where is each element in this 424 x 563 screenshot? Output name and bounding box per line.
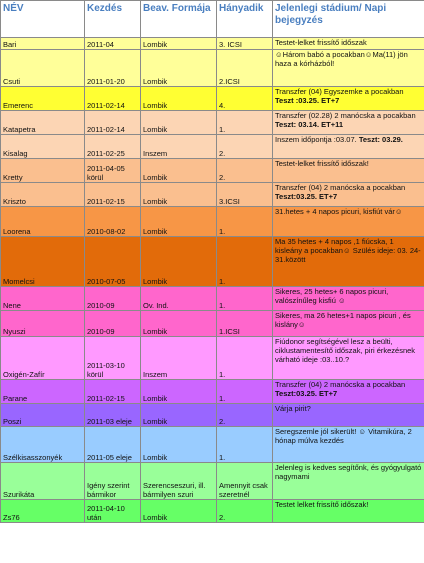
status-text: Seregszemle jól sikerült! ☺ Vitamikúra, 2 hónap múlva kezdés — [275, 427, 412, 445]
hanyadik-text: 1. — [219, 125, 226, 134]
hanyadik-text: 2. — [219, 513, 226, 522]
cell-status — [273, 337, 424, 380]
cell-status — [273, 207, 424, 237]
table-row — [1, 237, 424, 287]
cell-kezdes — [85, 337, 141, 380]
status-text: Sikeres, 25 hetes+ 6 napos picuri, valószínűleg kisfiú ☺ — [275, 287, 389, 305]
kezdes-text: 2011-02-25 — [87, 149, 125, 158]
cell-status — [273, 111, 424, 135]
forma-text: Lombik — [143, 173, 168, 182]
table-row — [1, 50, 424, 87]
nev-text: Parane — [3, 394, 28, 403]
hanyadik-text: 1. — [219, 301, 226, 310]
cell-nev — [1, 135, 85, 159]
cell-kezdes — [85, 183, 141, 207]
hanyadik-text: 1. — [219, 277, 226, 286]
cell-nev — [1, 50, 85, 87]
nev-text: Szurikáta — [3, 490, 35, 499]
table-row — [1, 38, 424, 50]
cell-kezdes — [85, 500, 141, 523]
header-row — [1, 1, 424, 38]
cell-hanyadik — [217, 237, 273, 287]
cell-forma — [141, 87, 217, 111]
forma-text: Lombik — [143, 40, 168, 49]
cell-nev — [1, 87, 85, 111]
cell-hanyadik — [217, 135, 273, 159]
cell-forma — [141, 183, 217, 207]
cell-status — [273, 159, 424, 183]
hanyadik-text: 3.ICSI — [219, 197, 240, 206]
cell-nev — [1, 463, 85, 500]
cell-forma — [141, 404, 217, 427]
table-row — [1, 183, 424, 207]
cell-hanyadik — [217, 38, 273, 50]
cell-kezdes — [85, 159, 141, 183]
cell-kezdes — [85, 111, 141, 135]
table-row — [1, 463, 424, 500]
kezdes-text: 2011-02-15 — [87, 197, 125, 206]
cell-hanyadik — [217, 311, 273, 337]
nev-text: Momelcsi — [3, 277, 35, 286]
cell-nev — [1, 337, 85, 380]
nev-text: Zs76 — [3, 513, 20, 522]
cell-forma — [141, 500, 217, 523]
cell-hanyadik — [217, 463, 273, 500]
table-row — [1, 159, 424, 183]
cell-nev — [1, 287, 85, 311]
kezdes-text: 2010-09 — [87, 301, 115, 310]
hanyadik-text: 2. — [219, 417, 226, 426]
cell-hanyadik — [217, 500, 273, 523]
cell-forma — [141, 287, 217, 311]
kezdes-text: 2011-02-15 — [87, 394, 125, 403]
hanyadik-text: 3. ICSI — [219, 40, 242, 49]
status-text: Transzfer (02.28) 2 manócska a pocakban — [275, 111, 416, 120]
forma-text: Lombik — [143, 453, 168, 462]
hanyadik-text: 1. — [219, 370, 226, 379]
kezdes-text: 2011-03 eleje — [87, 417, 132, 426]
cell-hanyadik — [217, 427, 273, 463]
status-bold-text: Teszt :03.25. ET+7 — [275, 96, 340, 105]
kezdes-text: 2010-07-05 — [87, 277, 126, 286]
hanyadik-text: 4. — [219, 101, 226, 110]
cell-kezdes — [85, 135, 141, 159]
cell-forma — [141, 207, 217, 237]
status-text: Várja pirit? — [275, 404, 311, 413]
status-bold-text: Teszt:03.25. ET+7 — [275, 389, 338, 398]
forma-text: Lombik — [143, 277, 168, 286]
cell-nev — [1, 159, 85, 183]
hanyadik-text: 2. — [219, 173, 226, 182]
table-row — [1, 380, 424, 404]
hanyadik-text: 2. — [219, 149, 226, 158]
cell-forma — [141, 311, 217, 337]
cell-nev — [1, 311, 85, 337]
nev-text: Csuti — [3, 77, 21, 86]
status-text: Transzfer (04) Egyszemke a pocakban — [275, 87, 404, 96]
cell-nev — [1, 183, 85, 207]
status-bold-text: Teszt: 03.14. ET+11 — [275, 120, 344, 129]
cell-hanyadik — [217, 287, 273, 311]
forma-text: Lombik — [143, 394, 168, 403]
table-row — [1, 207, 424, 237]
cell-kezdes — [85, 311, 141, 337]
cell-kezdes — [85, 38, 141, 50]
nev-text: Poszi — [3, 417, 22, 426]
table-row — [1, 111, 424, 135]
hanyadik-text: 1. — [219, 394, 226, 403]
nev-text: Bari — [3, 40, 17, 49]
cell-kezdes — [85, 287, 141, 311]
cell-kezdes — [85, 463, 141, 500]
kezdes-text: Igény szerint bármikor — [87, 481, 130, 499]
header-kezdes: Kezdés — [85, 1, 141, 38]
cell-kezdes — [85, 207, 141, 237]
cell-nev — [1, 380, 85, 404]
cell-hanyadik — [217, 404, 273, 427]
forma-text: Lombik — [143, 513, 168, 522]
forma-text: Lombik — [143, 125, 168, 134]
cell-status — [273, 500, 424, 523]
kezdes-text: 2011-05 eleje — [87, 453, 132, 462]
hanyadik-text: 1. — [219, 227, 226, 236]
cell-hanyadik — [217, 207, 273, 237]
cell-nev — [1, 404, 85, 427]
cell-hanyadik — [217, 50, 273, 87]
cell-hanyadik — [217, 159, 273, 183]
status-text: Transzfer (04) 2 manócska a pocakban — [275, 183, 406, 192]
forma-text: Lombik — [143, 77, 168, 86]
status-text: Testet-lelket frissítő időszak! — [275, 159, 369, 168]
status-text: Testet lelket frissítő időszak! — [275, 500, 369, 509]
header-nev: NÉV — [1, 1, 85, 38]
table-row — [1, 135, 424, 159]
nev-text: Loorena — [3, 227, 31, 236]
cell-status — [273, 237, 424, 287]
cell-status — [273, 50, 424, 87]
cell-status — [273, 287, 424, 311]
cell-status — [273, 87, 424, 111]
nev-text: Katapetra — [3, 125, 36, 134]
cell-forma — [141, 337, 217, 380]
nev-text: Oxigén-Zafír — [3, 370, 45, 379]
cell-status — [273, 183, 424, 207]
forma-text: Lombik — [143, 417, 168, 426]
cell-kezdes — [85, 404, 141, 427]
cell-hanyadik — [217, 87, 273, 111]
kezdes-text: 2010-08-02 — [87, 227, 126, 236]
cell-kezdes — [85, 380, 141, 404]
status-text: Inszem időpontja :03.07. — [275, 135, 357, 144]
cell-status — [273, 404, 424, 427]
forma-text: Lombik — [143, 197, 168, 206]
cell-nev — [1, 207, 85, 237]
status-text: Fiúdonor segítségével lesz a beülti, ciklustamentesítő időszak, piri érkezésnek várható ideje :03..10.? — [275, 337, 416, 364]
kezdes-text: 2011-04-05 körül — [87, 164, 125, 182]
cell-status — [273, 380, 424, 404]
cell-hanyadik — [217, 111, 273, 135]
nev-text: Emerenc — [3, 101, 34, 110]
cell-forma — [141, 50, 217, 87]
forma-text: Lombik — [143, 327, 168, 336]
table-row — [1, 287, 424, 311]
cell-forma — [141, 427, 217, 463]
forma-text: Inszem — [143, 370, 168, 379]
status-text: Ma 35 hetes + 4 napos ,1 fiúcska, 1 kisleány a pocakban☺ Szülés ideje: 03. 24-31.között — [275, 237, 421, 264]
cell-forma — [141, 111, 217, 135]
table-row — [1, 337, 424, 380]
cell-status — [273, 463, 424, 500]
cell-nev — [1, 237, 85, 287]
status-text: Transzfer (04) 2 manócska a pocakban — [275, 380, 406, 389]
header-hanyadik: Hányadik — [217, 1, 273, 38]
cell-kezdes — [85, 50, 141, 87]
forma-text: Inszem — [143, 149, 168, 158]
kezdes-text: 2011-02-14 — [87, 125, 125, 134]
cell-kezdes — [85, 237, 141, 287]
table-row — [1, 427, 424, 463]
cell-forma — [141, 380, 217, 404]
kezdes-text: 2011-01-20 — [87, 77, 125, 86]
cell-forma — [141, 463, 217, 500]
cell-nev — [1, 38, 85, 50]
cell-hanyadik — [217, 183, 273, 207]
forma-text: Lombik — [143, 227, 168, 236]
kezdes-text: 2011-04-10 után — [87, 504, 125, 522]
nev-text: Kretty — [3, 173, 23, 182]
status-text: ☺Három babó a pocakban☺Ma(11) jön haza a kórházból! — [275, 50, 408, 68]
hanyadik-text: Amennyit csak szeretnél — [219, 481, 268, 499]
status-bold-text: Teszt: 03.29. — [358, 135, 403, 144]
table-row — [1, 87, 424, 111]
cell-hanyadik — [217, 337, 273, 380]
kezdes-text: 2010-09 — [87, 327, 115, 336]
cell-status — [273, 311, 424, 337]
cell-forma — [141, 38, 217, 50]
cell-status — [273, 427, 424, 463]
forma-text: Lombik — [143, 101, 168, 110]
cell-forma — [141, 237, 217, 287]
cell-kezdes — [85, 87, 141, 111]
nev-text: Nene — [3, 301, 21, 310]
nev-text: Kisalag — [3, 149, 28, 158]
kezdes-text: 2011-02-14 — [87, 101, 125, 110]
kezdes-text: 2011-04 — [87, 40, 114, 49]
forma-text: Szerencseszuri, ill. bármilyen szuri — [143, 481, 206, 499]
cell-status — [273, 38, 424, 50]
kezdes-text: 2011-03-10 körül — [87, 361, 125, 379]
table-row — [1, 311, 424, 337]
cell-kezdes — [85, 427, 141, 463]
header-status: Jelenlegi stádium/ Napi bejegyzés — [273, 1, 424, 38]
cell-nev — [1, 111, 85, 135]
cell-nev — [1, 500, 85, 523]
hanyadik-text: 1.ICSI — [219, 327, 240, 336]
cell-status — [273, 135, 424, 159]
cell-forma — [141, 135, 217, 159]
cell-nev — [1, 427, 85, 463]
forma-text: Ov. Ind. — [143, 301, 169, 310]
status-text: Testet-lelket frissítő időszak — [275, 38, 367, 47]
cell-hanyadik — [217, 380, 273, 404]
cell-forma — [141, 159, 217, 183]
status-text: Sikeres, ma 26 hetes+1 napos picuri , és kislány☺ — [275, 311, 411, 329]
status-bold-text: Teszt:03.25. ET+7 — [275, 192, 338, 201]
hanyadik-text: 1. — [219, 453, 226, 462]
status-text: 31.hetes + 4 napos picuri, kisfiút vár☺ — [275, 207, 403, 216]
table-row — [1, 500, 424, 523]
table-row — [1, 404, 424, 427]
nev-text: Szélkisasszonyék — [3, 453, 63, 462]
nev-text: Kriszto — [3, 197, 26, 206]
status-text: Jelenleg is kedves segítőnk, és gyógyulgató nagymami — [275, 463, 422, 481]
nev-text: Nyuszi — [3, 327, 26, 336]
hanyadik-text: 2.ICSI — [219, 77, 240, 86]
header-forma: Beav. Formája — [141, 1, 217, 38]
